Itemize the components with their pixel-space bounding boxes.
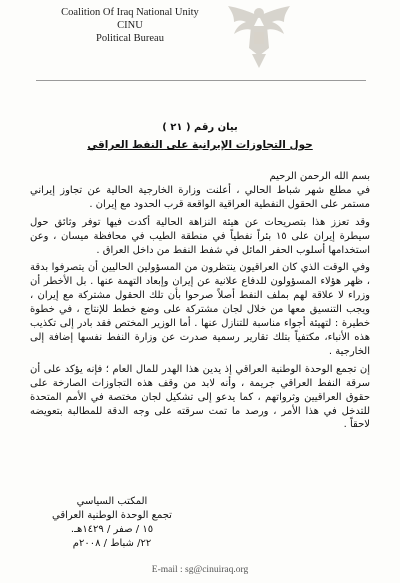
signature-block	[42, 495, 182, 551]
signature-office: المكتب السياسي	[76, 496, 148, 507]
org-line-2: CINU	[117, 20, 143, 31]
paragraph-1: في مطلع شهر شباط الحالي ، أعلنت وزارة الخارجية الحالية عن تجاوز إيراني مستمر على الحقول النفطية العراقية الواقعة قرب الحدود مع إيران .	[30, 184, 370, 210]
org-line-3: Political Bureau	[96, 33, 164, 44]
hijri-date: ١٥ / صفر / ١٤٢٩هـ.	[70, 523, 154, 535]
statement-number: بيان رقم ( ٢١ )	[162, 122, 238, 133]
letterhead	[0, 0, 400, 86]
gregorian-date: ٢٢/ شباط / ٢٠٠٨م	[72, 537, 152, 549]
basmala: بسم الله الرحمن الرحيم	[269, 171, 370, 182]
paragraph-4: إن تجمع الوحدة الوطنية العراقي إذ يدين هذا الهدر للمال العام ؛ فإنه يؤكد على أن سرقة النفط العراقي جريمة ، وأنه لابد من وقف هذه التجاوزات الصارخة على حقوق العراقيين وثرواتهم ، كما يدعو إلى تشكيل لجان مختصة في الأمم المتحدة للتدخل في هذا الأمر ، ورصد ما تمت سرقته على وجه الدقة للمطالبة بتعويضه لاحقاً .	[30, 363, 370, 431]
statement-body	[30, 170, 370, 432]
paragraph-3: وفي الوقت الذي كان العراقيون ينتظرون من المسؤولين الحاليين أن يتصرفوا بدقة ، ظهر هؤلاء المسؤولون للدفاع علانية عن إيران وإبعاد التهمة عنها . بل الأخطر أن وزراء لا علاقة لهم بملف النفط أصلاً صرحوا بأن تلك الحقول مشتركة مع إيران ، ويجب التنسيق معها من خلال لجان مشتركة على وضع خطط للإنتاج ، في خطوة خطيرة : لتهيئة أجواء مناسبة للتنازل عنها . أما الوزير المختص فقد بادر إلى تكذيب هذه الأنباء، مكتفياً بتلك تقارير رسمية صدرت عن وزارة النفط نفسها إضافة إلى الخارجية .	[30, 262, 370, 357]
org-line-1: Coalition Of Iraq National Unity	[61, 7, 199, 18]
paragraph-2: وقد تعزز هذا بتصريحات عن هيئة النزاهة الحالية أكدت فيها توفر وثائق حول سيطرة إيران على ١٥ بئراً نفطياً في منطقة الطيب في محافظة ميسان ، وعن استخدامها أسلوب الحفر المائل في شفط النفط من داخل العراق .	[30, 216, 370, 256]
footer-email: E-mail : sg@cinuiraq.org	[151, 565, 249, 575]
eagle-emblem-icon	[222, 2, 296, 70]
statement-subject: حول التجاوزات الإيرانية على النفط العراقي	[87, 139, 313, 151]
signature-organization: تجمع الوحدة الوطنية العراقي	[52, 509, 172, 521]
organization-name	[40, 6, 220, 45]
header-divider	[36, 80, 366, 81]
